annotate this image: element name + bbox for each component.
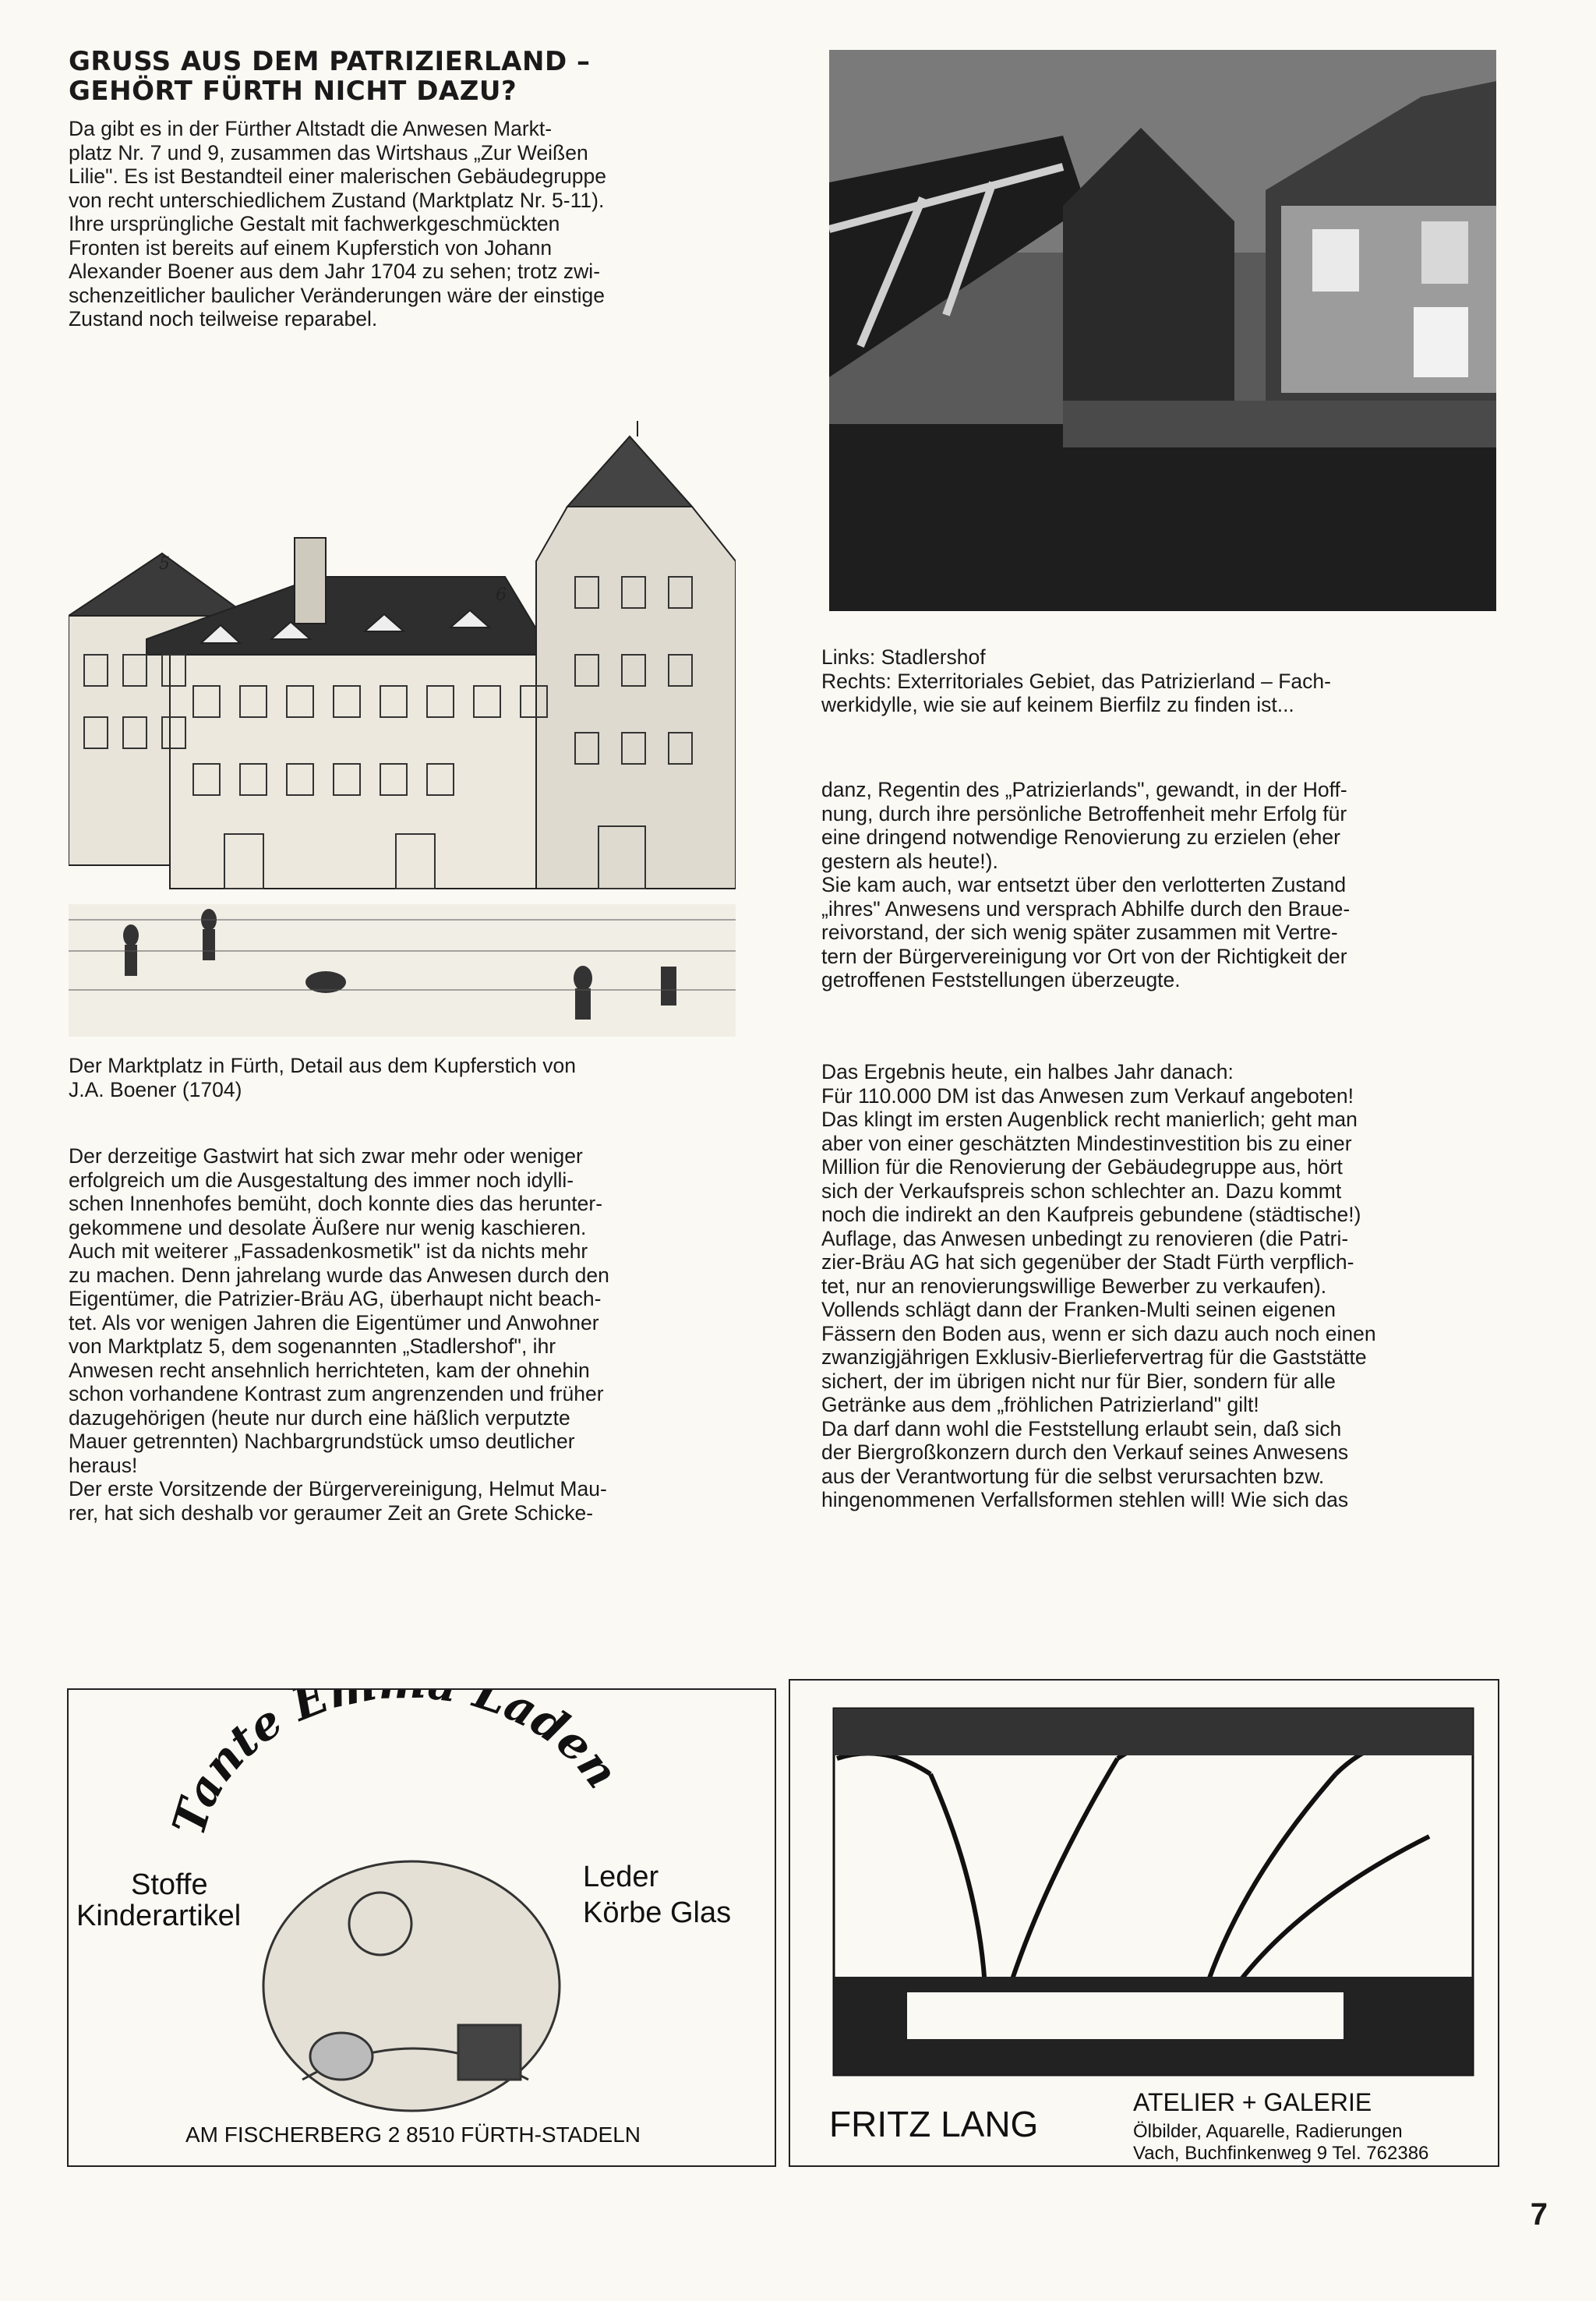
ad-media-line: Ölbilder, Aquarelle, Radierungen <box>1133 2121 1403 2142</box>
text-line: Das klingt im ersten Augenblick recht manierlich; geht man <box>821 1108 1358 1131</box>
text-line: zwanzigjährigen Exklusiv-Bierliefervertrag für die Gaststätte <box>821 1345 1367 1369</box>
text-line: platz Nr. 7 und 9, zusammen das Wirtshaus „Zur Weißen <box>69 140 588 164</box>
text-line: eine dringend notwendige Renovierung zu erzielen (eher <box>821 825 1340 849</box>
text-line: getroffenen Feststellungen überzeugte. <box>821 968 1181 991</box>
engraving-caption <box>69 1054 770 1101</box>
text-line: Sie kam auch, war entsetzt über den verlotterten Zustand <box>821 873 1347 896</box>
intro-paragraph <box>69 117 736 331</box>
text-line: Für 110.000 DM ist das Anwesen zum Verkauf angeboten! <box>821 1083 1354 1108</box>
ad-atelier-title: ATELIER + GALERIE <box>1133 2088 1372 2116</box>
text-line: schon vorhandene Kontrast zum angrenzenden und früher <box>69 1382 604 1405</box>
text-line: noch die indirekt an den Kaufpreis gebundene (städtische!) <box>821 1203 1361 1226</box>
text-line: nung, durch ihre persönliche Betroffenheit mehr Erfolg für <box>821 801 1347 825</box>
text-line: „ihres" Anwesens und versprach Abhilfe durch den Braue- <box>821 896 1351 921</box>
ad-word-stoffe: Stoffe <box>131 1868 208 1901</box>
text-line: Auch mit weiterer „Fassadenkosmetik" ist da nichts mehr <box>69 1239 588 1263</box>
text-line: hingenommenen Verfallsformen stehlen will! Wie sich das <box>821 1488 1349 1511</box>
text-line: Eigentümer, die Patrizier-Bräu AG, überhaupt nicht beach- <box>69 1287 602 1310</box>
ad-word-koerbe-glas: Körbe Glas <box>583 1896 732 1929</box>
text-line: erfolgreich um die Ausgestaltung des immer noch idylli- <box>69 1168 574 1192</box>
text-line: sichert, der im übrigen nicht nur für Bier, sondern für alle <box>821 1369 1336 1393</box>
text-line: tet. Als vor wenigen Jahren die Eigentümer und Anwohner <box>69 1310 599 1334</box>
right-column-text-1 <box>821 778 1488 992</box>
text-line: Der erste Vorsitzende der Bürgervereinigung, Helmut Mau- <box>69 1477 607 1500</box>
text-line: schen Innenhofes bemüht, doch konnte dies das herunter- <box>69 1192 603 1215</box>
text-line: gestern als heute!). <box>821 849 998 873</box>
engraving-illustration <box>69 421 736 1037</box>
right-column-text-2 <box>821 1060 1488 1512</box>
photo-caption <box>821 645 1499 717</box>
text-line: von recht unterschiedlichem Zustand (Marktplatz Nr. 5-11). <box>69 188 605 212</box>
text-line: Zustand noch teilweise reparabel. <box>69 307 378 330</box>
caption-line: Links: Stadlershof <box>821 645 986 669</box>
ad-artist-name: FRITZ LANG <box>829 2104 1039 2144</box>
headline-line-1: GRUSS AUS DEM PATRIZIERLAND – <box>69 46 591 77</box>
text-line: zier-Bräu AG hat sich gegenüber der Stadt Fürth verpflich- <box>821 1250 1354 1274</box>
photo-illustration <box>829 50 1496 611</box>
text-line: Fässern den Boden aus, wenn er sich dazu auch noch einen <box>821 1321 1376 1345</box>
ad-illustration <box>69 1690 775 2165</box>
text-line: heraus! <box>69 1453 138 1477</box>
text-line: Million für die Renovierung der Gebäudegruppe aus, hört <box>821 1155 1343 1179</box>
text-line: tet, nur an renovierungswillige Bewerber zu verkaufen). <box>821 1274 1327 1298</box>
marketplace-engraving <box>69 421 736 1037</box>
text-line: der Biergroßkonzern durch den Verkauf seines Anwesens <box>821 1440 1349 1464</box>
text-line: dazugehörigen (heute nur durch eine häßlich verputzte <box>69 1405 570 1430</box>
caption-line: werkidylle, wie sie auf keinem Bierfilz zu finden ist... <box>821 693 1294 716</box>
ad-word-leder: Leder <box>583 1861 659 1893</box>
text-line: zu machen. Denn jahrelang wurde das Anwesen durch den <box>69 1263 609 1287</box>
ad-address-line: Vach, Buchfinkenweg 9 Tel. 762386 <box>1133 2143 1429 2164</box>
stadlershof-photo <box>829 50 1496 611</box>
text-line: von Marktplatz 5, dem sogenannten „Stadlershof", ihr <box>69 1334 556 1358</box>
text-line: aber von einer geschätzten Mindestinvestition bis zu einer <box>821 1131 1352 1155</box>
ad-address: AM FISCHERBERG 2 8510 FÜRTH-STADELN <box>185 2123 641 2147</box>
headline-line-2: GEHÖRT FÜRTH NICHT DAZU? <box>69 76 517 107</box>
text-line: tern der Bürgervereinigung vor Ort von der Richtigkeit der <box>821 944 1347 968</box>
text-line: Fronten ist bereits auf einem Kupferstich von Johann <box>69 235 553 260</box>
engraving-label-5: 5 <box>159 554 170 574</box>
text-line: Getränke aus dem „fröhlichen Patrizierland" gilt! <box>821 1393 1259 1416</box>
text-line: Das Ergebnis heute, ein halbes Jahr danach: <box>821 1060 1234 1083</box>
caption-line: J.A. Boener (1704) <box>69 1077 242 1101</box>
text-line: sich der Verkaufspreis schon schlechter an. Dazu kommt <box>821 1179 1342 1203</box>
page-number: 7 <box>1530 2197 1548 2232</box>
ad-illustration <box>790 1681 1498 2165</box>
caption-line: Der Marktplatz in Fürth, Detail aus dem Kupferstich von <box>69 1054 576 1077</box>
text-line: Da darf dann wohl die Feststellung erlaubt sein, daß sich <box>821 1416 1342 1440</box>
text-line: aus der Verantwortung für die selbst verursachten bzw. <box>821 1464 1325 1488</box>
text-line: schenzeitlicher baulicher Veränderungen wäre der einstige <box>69 283 605 307</box>
text-line: Da gibt es in der Fürther Altstadt die Anwesen Markt- <box>69 117 553 140</box>
text-line: gekommene und desolate Äußere nur wenig kaschieren. <box>69 1215 587 1239</box>
article-headline <box>69 47 754 106</box>
text-line: Mauer getrennten) Nachbargrundstück umso deutlicher <box>69 1430 575 1453</box>
caption-line: Rechts: Exterritoriales Gebiet, das Patrizierland – Fach- <box>821 669 1331 693</box>
text-line: Anwesen recht ansehnlich herrichteten, kam der ohnehin <box>69 1358 590 1382</box>
left-column-text <box>69 1144 736 1525</box>
text-line: danz, Regentin des „Patrizierlands", gewandt, in der Hoff- <box>821 778 1347 801</box>
fritz-lang-atelier-ad <box>789 1679 1499 2167</box>
ad-arc-title: Tante E Laden <box>161 1690 629 1842</box>
text-line: Lilie". Es ist Bestandteil einer malerischen Gebäudegruppe <box>69 164 606 188</box>
text-line: rer, hat sich deshalb vor geraumer Zeit an Grete Schicke- <box>69 1500 594 1525</box>
text-line: Alexander Boener aus dem Jahr 1704 zu sehen; trotz zwi- <box>69 260 601 283</box>
text-line: Vollends schlägt dann der Franken-Multi seinen eigenen <box>821 1298 1336 1321</box>
text-line: Auflage, das Anwesen unbedingt zu renovieren (die Patri- <box>821 1226 1349 1250</box>
ad-word-kinderartikel: Kinderartikel <box>76 1900 242 1932</box>
text-line: Ihre ursprüngliche Gestalt mit fachwerkgeschmückten <box>69 212 560 235</box>
text-line: reivorstand, der sich wenig später zusammen mit Vertre- <box>821 921 1338 944</box>
text-line: Der derzeitige Gastwirt hat sich zwar mehr oder weniger <box>69 1144 583 1168</box>
tante-emma-laden-ad <box>67 1688 776 2167</box>
engraving-label-6: 6 <box>496 585 507 605</box>
